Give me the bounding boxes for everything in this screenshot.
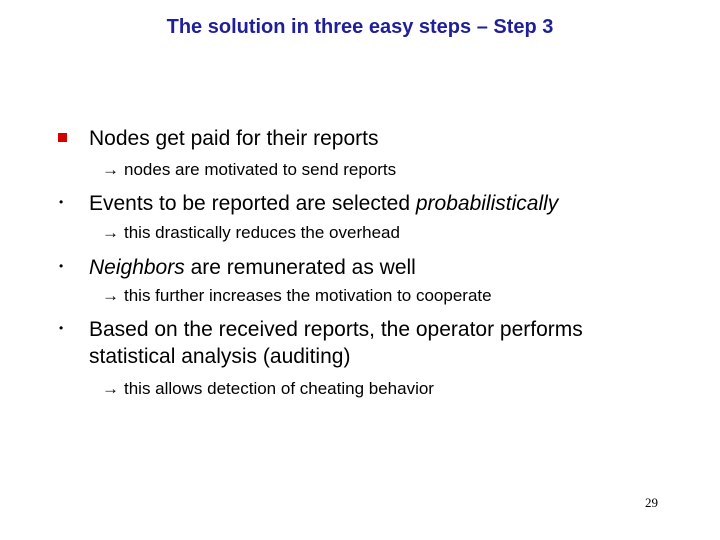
arrow-right-icon: → xyxy=(102,379,119,398)
bullet-text-emphasis: Neighbors xyxy=(89,256,185,279)
dot-bullet-icon: • xyxy=(59,259,64,273)
square-bullet-icon xyxy=(58,133,67,142)
sub-point-text: nodes are motivated to send reports xyxy=(124,160,397,179)
bullet-text-emphasis: probabilistically xyxy=(415,192,559,215)
slide-title: The solution in three easy steps – Step 3 xyxy=(166,16,554,38)
sub-point xyxy=(102,160,396,180)
bullet-text xyxy=(89,316,679,370)
arrow-right-icon: → xyxy=(102,160,119,179)
sub-point xyxy=(102,286,492,306)
sub-point-text: this further increases the motivation to cooperate xyxy=(124,286,492,305)
bullet-text xyxy=(89,254,679,281)
sub-point-text: this allows detection of cheating behavior xyxy=(124,379,434,398)
sub-point-text: this drastically reduces the overhead xyxy=(124,223,400,242)
dot-bullet-icon: • xyxy=(59,321,64,335)
sub-point xyxy=(102,379,434,399)
page-number: 29 xyxy=(645,495,658,510)
bullet-line: Nodes get paid for their reports xyxy=(89,127,379,150)
dot-bullet-icon: • xyxy=(59,195,64,209)
bullet-text-part: are remunerated as well xyxy=(184,256,416,279)
arrow-right-icon: → xyxy=(102,286,119,305)
bullet-text-part: Events to be reported are selected xyxy=(89,192,416,215)
arrow-right-icon: → xyxy=(102,223,119,242)
sub-point xyxy=(102,223,400,243)
bullet-text xyxy=(89,125,679,152)
bullet-line: statistical analysis (auditing) xyxy=(89,345,351,368)
bullet-line: Based on the received reports, the operator performs xyxy=(89,318,583,341)
bullet-text xyxy=(89,190,679,217)
